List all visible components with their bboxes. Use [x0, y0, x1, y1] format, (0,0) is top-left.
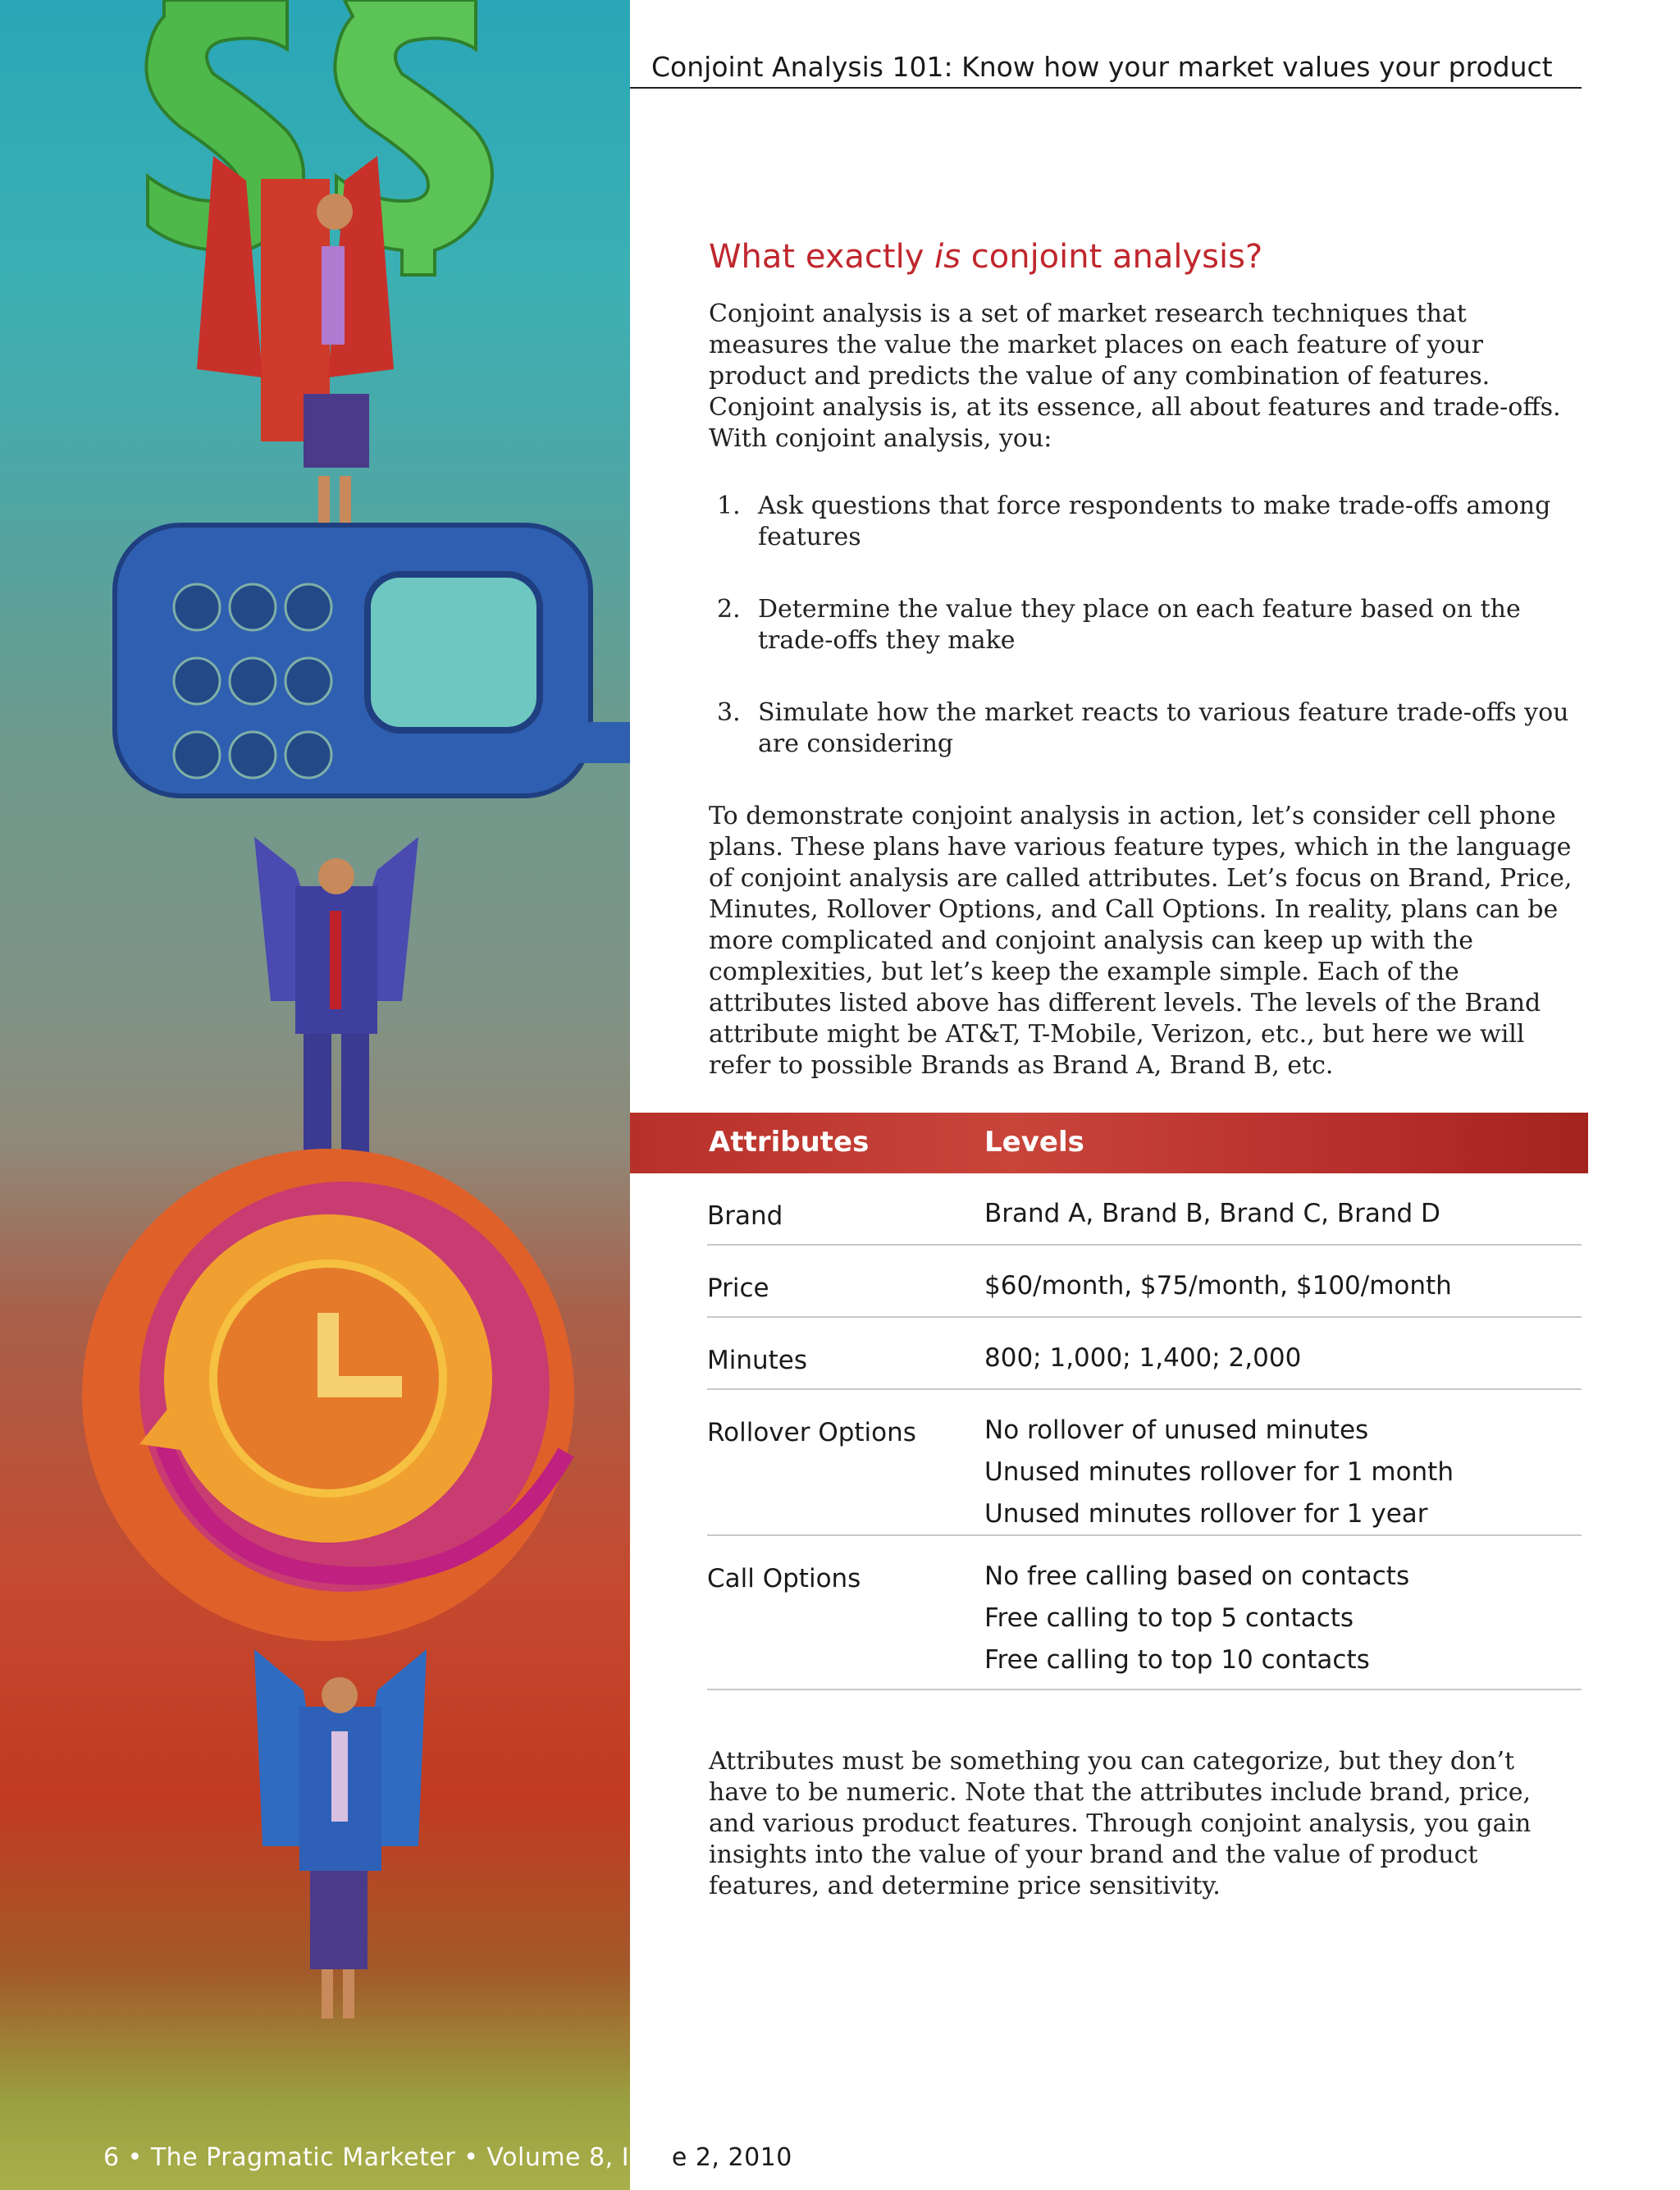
clock-icon: [82, 1149, 574, 1641]
article-body: [709, 238, 1578, 1081]
level-item: Free calling to top 5 contacts: [984, 1603, 1354, 1633]
closing-section: [709, 1746, 1578, 1902]
page-folio: [103, 2143, 792, 2172]
cell-phone-icon: [115, 525, 630, 796]
list-item: [709, 594, 1578, 656]
list-item: [709, 697, 1578, 760]
figure-icon: [254, 837, 418, 1157]
section-title: [709, 238, 1578, 276]
list-item: [709, 491, 1578, 553]
attribute-name: Call Options: [707, 1564, 861, 1593]
attribute-name: Rollover Options: [707, 1418, 916, 1447]
table-row: [707, 1536, 1582, 1690]
list-number: 2.: [717, 595, 741, 624]
list-number: 3.: [717, 698, 741, 727]
table-row: [707, 1390, 1582, 1536]
attribute-levels: [984, 1173, 1582, 1235]
level-item: No rollover of unused minutes: [984, 1415, 1369, 1445]
table-row: [707, 1246, 1582, 1318]
header-levels: Levels: [984, 1126, 1084, 1159]
attributes-table: [707, 1173, 1582, 1690]
header-rule: [630, 87, 1582, 89]
title-emphasis: is: [934, 238, 961, 276]
table-header: [630, 1113, 1588, 1173]
attribute-levels: [984, 1390, 1582, 1535]
level-item: Brand A, Brand B, Brand C, Brand D: [984, 1199, 1440, 1228]
level-item: Unused minutes rollover for 1 year: [984, 1499, 1428, 1529]
attribute-name: Minutes: [707, 1346, 808, 1375]
attribute-levels: [984, 1318, 1582, 1379]
folio-rest: e 2, 2010: [671, 2143, 792, 2172]
table-row: [707, 1318, 1582, 1390]
figure-icon: [197, 156, 394, 525]
list-text: Simulate how the market reacts to various feature trade-offs you are considering: [758, 698, 1569, 758]
steps-list: [709, 491, 1578, 760]
title-part-2: conjoint analysis?: [961, 238, 1263, 276]
attribute-levels: [984, 1536, 1582, 1681]
header-attributes: Attributes: [709, 1126, 870, 1159]
title-part-1: What exactly: [709, 238, 935, 276]
level-item: Free calling to top 10 contacts: [984, 1645, 1370, 1675]
running-head: Conjoint Analysis 101: Know how your market values your product: [651, 51, 1553, 83]
list-text: Determine the value they place on each feature based on the trade-offs they make: [758, 595, 1521, 655]
list-number: 1.: [717, 491, 741, 520]
level-item: $60/month, $75/month, $100/month: [984, 1271, 1452, 1301]
level-item: 800; 1,000; 1,400; 2,000: [984, 1343, 1302, 1373]
level-item: Unused minutes rollover for 1 month: [984, 1457, 1454, 1487]
attribute-name: Price: [707, 1273, 769, 1303]
example-paragraph: To demonstrate conjoint analysis in action, let’s consider cell phone plans. These plans have various feature types, which in the language of conjoint analysis are called attributes. Let’s focus on Brand, Price, Minutes, Rollover Options, and Call Options. In reality, plans can be more complicated and conjoint analysis can keep up with the complexities, but let’s keep the example simple. Each of the attributes listed above has different levels. The levels of the Brand attribute might be AT&T, T-Mobile, Verizon, etc., but here we will refer to possible Brands as Brand A, Brand B, etc.: [709, 802, 1573, 1080]
closing-paragraph: Attributes must be something you can categorize, but they don’t have to be numeric. Note that the attributes include brand, price, and various product features. Through conjoint analysis, you gain insights into the value of your brand and the value of product features, and determine price sensitivity.: [709, 1747, 1532, 1900]
table-row: [707, 1173, 1582, 1246]
attribute-name: Brand: [707, 1201, 783, 1231]
list-text: Ask questions that force respondents to make trade-offs among features: [758, 491, 1551, 551]
level-item: No free calling based on contacts: [984, 1561, 1410, 1591]
figure-icon: [254, 1649, 427, 2019]
folio-lead: 6 • The Pragmatic Marketer • Volume 8, Issu: [103, 2143, 672, 2172]
intro-paragraph: Conjoint analysis is a set of market research techniques that measures the value the market places on each feature of your product and predicts the value of any combination of features. Conjoint analysis is, at its essence, all about features and trade-offs. With conjoint analysis, you:: [709, 299, 1561, 453]
attribute-levels: [984, 1246, 1582, 1307]
